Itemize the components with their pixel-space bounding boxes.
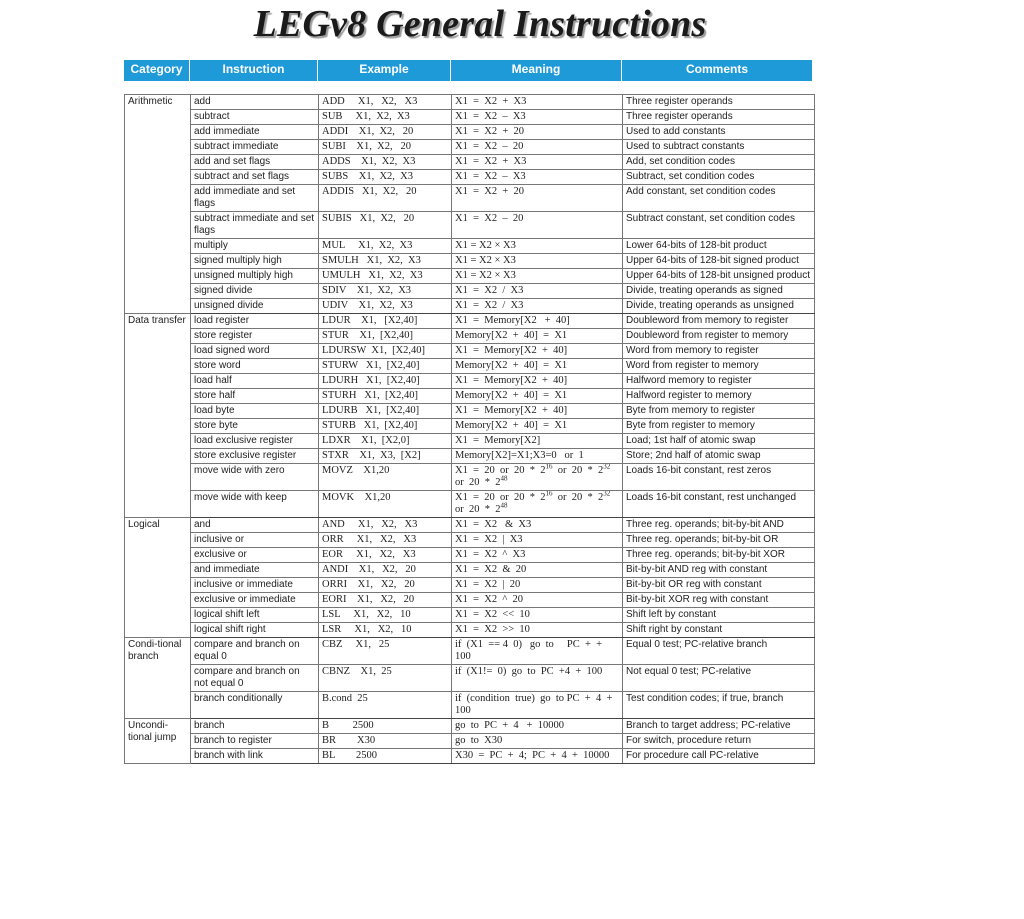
comment-cell: Three reg. operands; bit-by-bit AND: [623, 518, 815, 533]
meaning-cell: Memory[X2 + 40] = X1: [452, 329, 623, 344]
comment-cell: Lower 64-bits of 128-bit product: [623, 239, 815, 254]
table-row: [125, 314, 815, 329]
example-cell: LSL X1, X2, 10: [319, 608, 452, 623]
example-cell: STURW X1, [X2,40]: [319, 359, 452, 374]
comment-cell: Add, set condition codes: [623, 155, 815, 170]
meaning-cell: Memory[X2]=X1;X3=0 or 1: [452, 449, 623, 464]
meaning-cell: X1 = X2 | X3: [452, 533, 623, 548]
example-cell: SMULH X1, X2, X3: [319, 254, 452, 269]
meaning-cell: X1 = X2 + 20: [452, 185, 623, 212]
table-row: [125, 185, 815, 212]
table-row: [125, 491, 815, 518]
meaning-cell: X1 = Memory[X2 + 40]: [452, 314, 623, 329]
table-row: [125, 269, 815, 284]
instruction-table: [124, 94, 815, 764]
instruction-cell: branch: [191, 719, 319, 734]
example-cell: STURB X1, [X2,40]: [319, 419, 452, 434]
instruction-cell: logical shift right: [191, 623, 319, 638]
comment-cell: Byte from memory to register: [623, 404, 815, 419]
table-row: [125, 284, 815, 299]
table-row: [125, 464, 815, 491]
instruction-cell: load register: [191, 314, 319, 329]
table-row: [125, 374, 815, 389]
example-cell: UMULH X1, X2, X3: [319, 269, 452, 284]
instruction-cell: inclusive or: [191, 533, 319, 548]
comment-cell: Divide, treating operands as unsigned: [623, 299, 815, 314]
meaning-cell: Memory[X2 + 40] = X1: [452, 419, 623, 434]
instruction-cell: load half: [191, 374, 319, 389]
example-cell: ADDIS X1, X2, 20: [319, 185, 452, 212]
example-cell: BR X30: [319, 734, 452, 749]
meaning-cell: X1 = Memory[X2]: [452, 434, 623, 449]
table-row: [125, 344, 815, 359]
table-row: [125, 419, 815, 434]
table-row: [125, 254, 815, 269]
example-cell: ADDI X1, X2, 20: [319, 125, 452, 140]
table-row: [125, 449, 815, 464]
instruction-cell: store register: [191, 329, 319, 344]
comment-cell: Bit-by-bit XOR reg with constant: [623, 593, 815, 608]
example-cell: UDIV X1, X2, X3: [319, 299, 452, 314]
example-cell: LDURSW X1, [X2,40]: [319, 344, 452, 359]
example-cell: MOVK X1,20: [319, 491, 452, 518]
table-row: [125, 125, 815, 140]
meaning-cell: X1 = X2 / X3: [452, 299, 623, 314]
table-row: [125, 239, 815, 254]
meaning-cell: X1 = X2 << 10: [452, 608, 623, 623]
instruction-cell: exclusive or: [191, 548, 319, 563]
instruction-cell: subtract immediate and set flags: [191, 212, 319, 239]
table-row: [125, 749, 815, 764]
comment-cell: Shift right by constant: [623, 623, 815, 638]
instruction-cell: branch to register: [191, 734, 319, 749]
instruction-cell: store half: [191, 389, 319, 404]
instruction-cell: move wide with zero: [191, 464, 319, 491]
instruction-cell: subtract and set flags: [191, 170, 319, 185]
comment-cell: Three register operands: [623, 110, 815, 125]
comment-cell: Doubleword from memory to register: [623, 314, 815, 329]
instruction-cell: add: [191, 95, 319, 110]
example-cell: ORR X1, X2, X3: [319, 533, 452, 548]
comment-cell: Halfword memory to register: [623, 374, 815, 389]
meaning-cell: X1 = X2 & X3: [452, 518, 623, 533]
instruction-cell: unsigned multiply high: [191, 269, 319, 284]
table-row: [125, 638, 815, 665]
table-row: [125, 329, 815, 344]
meaning-cell: X1 = Memory[X2 + 40]: [452, 344, 623, 359]
comment-cell: Used to subtract constants: [623, 140, 815, 155]
header-instruction: Instruction: [190, 60, 318, 81]
comment-cell: Bit-by-bit OR reg with constant: [623, 578, 815, 593]
meaning-cell: X1 = Memory[X2 + 40]: [452, 404, 623, 419]
instruction-cell: multiply: [191, 239, 319, 254]
table-row: [125, 734, 815, 749]
meaning-cell: if (X1 == 4 0) go to PC + + 100: [452, 638, 623, 665]
category-cell: Data transfer: [125, 314, 191, 518]
comment-cell: Halfword register to memory: [623, 389, 815, 404]
instruction-cell: load signed word: [191, 344, 319, 359]
table-row: [125, 608, 815, 623]
comment-cell: Doubleword from register to memory: [623, 329, 815, 344]
table-row: [125, 359, 815, 374]
example-cell: MOVZ X1,20: [319, 464, 452, 491]
table-row: [125, 692, 815, 719]
comment-cell: Word from register to memory: [623, 359, 815, 374]
table-row: [125, 548, 815, 563]
example-cell: EORI X1, X2, 20: [319, 593, 452, 608]
meaning-cell: X1 = X2 + X3: [452, 95, 623, 110]
example-cell: LDURH X1, [X2,40]: [319, 374, 452, 389]
table-row: [125, 518, 815, 533]
meaning-cell: X1 = X2 – X3: [452, 170, 623, 185]
meaning-cell: X1 = X2 >> 10: [452, 623, 623, 638]
table-row: [125, 593, 815, 608]
meaning-cell: X1 = X2 – X3: [452, 110, 623, 125]
table-row: [125, 170, 815, 185]
comment-cell: Loads 16-bit constant, rest unchanged: [623, 491, 815, 518]
instruction-cell: store word: [191, 359, 319, 374]
example-cell: BL 2500: [319, 749, 452, 764]
example-cell: STUR X1, [X2,40]: [319, 329, 452, 344]
meaning-cell: X1 = X2 + X3: [452, 155, 623, 170]
meaning-cell: if (condition true) go to PC + 4 + 100: [452, 692, 623, 719]
example-cell: SUBS X1, X2, X3: [319, 170, 452, 185]
header-category: Category: [124, 60, 190, 81]
comment-cell: Shift left by constant: [623, 608, 815, 623]
meaning-cell: go to X30: [452, 734, 623, 749]
example-cell: ADDS X1, X2, X3: [319, 155, 452, 170]
comment-cell: Bit-by-bit AND reg with constant: [623, 563, 815, 578]
meaning-cell: Memory[X2 + 40] = X1: [452, 359, 623, 374]
comment-cell: Subtract constant, set condition codes: [623, 212, 815, 239]
table-row: [125, 434, 815, 449]
example-cell: STXR X1, X3, [X2]: [319, 449, 452, 464]
example-cell: ORRI X1, X2, 20: [319, 578, 452, 593]
table-row: [125, 110, 815, 125]
instruction-cell: branch with link: [191, 749, 319, 764]
meaning-cell: X1 = X2 ^ X3: [452, 548, 623, 563]
example-cell: CBZ X1, 25: [319, 638, 452, 665]
meaning-cell: X1 = 20 or $20 * 2^{16}$ or $20 * 2^{32}$ or $20 * 2^{48}$: [452, 464, 623, 491]
category-cell: Arithmetic: [125, 95, 191, 314]
category-cell: Uncondi-tional jump: [125, 719, 191, 764]
instruction-cell: compare and branch on not equal 0: [191, 665, 319, 692]
meaning-cell: X1 = X2 / X3: [452, 284, 623, 299]
instruction-cell: unsigned divide: [191, 299, 319, 314]
example-cell: EOR X1, X2, X3: [319, 548, 452, 563]
comment-cell: Byte from register to memory: [623, 419, 815, 434]
instruction-cell: branch conditionally: [191, 692, 319, 719]
comment-cell: For switch, procedure return: [623, 734, 815, 749]
page-title: LEGv8 General Instructions: [253, 3, 707, 45]
comment-cell: Used to add constants: [623, 125, 815, 140]
meaning-cell: go to PC + 4 + 10000: [452, 719, 623, 734]
table-row: [125, 95, 815, 110]
instruction-cell: and immediate: [191, 563, 319, 578]
comment-cell: Store; 2nd half of atomic swap: [623, 449, 815, 464]
comment-cell: Loads 16-bit constant, rest zeros: [623, 464, 815, 491]
table-row: [125, 719, 815, 734]
example-cell: AND X1, X2, X3: [319, 518, 452, 533]
example-cell: SUBI X1, X2, 20: [319, 140, 452, 155]
example-cell: LDURB X1, [X2,40]: [319, 404, 452, 419]
category-cell: Logical: [125, 518, 191, 638]
comment-cell: Load; 1st half of atomic swap: [623, 434, 815, 449]
table-row: [125, 563, 815, 578]
comment-cell: Branch to target address; PC-relative: [623, 719, 815, 734]
table-row: [125, 578, 815, 593]
meaning-cell: X1 = X2 | 20: [452, 578, 623, 593]
meaning-cell: X30 = PC + 4; PC + 4 + 10000: [452, 749, 623, 764]
category-cell: Condi-tional branch: [125, 638, 191, 719]
meaning-cell: if (X1!= 0) go to PC +4 + 100: [452, 665, 623, 692]
example-cell: B 2500: [319, 719, 452, 734]
meaning-cell: X1 = Memory[X2 + 40]: [452, 374, 623, 389]
instruction-cell: subtract immediate: [191, 140, 319, 155]
table-row: [125, 623, 815, 638]
instruction-cell: add immediate: [191, 125, 319, 140]
table-row: [125, 299, 815, 314]
instruction-cell: load byte: [191, 404, 319, 419]
example-cell: CBNZ X1, 25: [319, 665, 452, 692]
example-cell: ADD X1, X2, X3: [319, 95, 452, 110]
table-row: [125, 140, 815, 155]
header-comments: Comments: [685, 62, 748, 76]
example-cell: STURH X1, [X2,40]: [319, 389, 452, 404]
meaning-cell: X1 = X2 + 20: [452, 125, 623, 140]
instruction-cell: inclusive or immediate: [191, 578, 319, 593]
table-row: [125, 212, 815, 239]
example-cell: LSR X1, X2, 10: [319, 623, 452, 638]
example-cell: B.cond 25: [319, 692, 452, 719]
instruction-cell: compare and branch on equal 0: [191, 638, 319, 665]
table-row: [125, 533, 815, 548]
example-cell: MUL X1, X2, X3: [319, 239, 452, 254]
instruction-cell: move wide with keep: [191, 491, 319, 518]
comment-cell: Three reg. operands; bit-by-bit XOR: [623, 548, 815, 563]
instruction-cell: logical shift left: [191, 608, 319, 623]
table-row: [125, 665, 815, 692]
table-row: [125, 404, 815, 419]
instruction-cell: exclusive or immediate: [191, 593, 319, 608]
comment-cell: Equal 0 test; PC-relative branch: [623, 638, 815, 665]
instruction-cell: store byte: [191, 419, 319, 434]
comment-cell: Subtract, set condition codes: [623, 170, 815, 185]
comment-cell: Divide, treating operands as signed: [623, 284, 815, 299]
instruction-cell: store exclusive register: [191, 449, 319, 464]
comment-cell: Not equal 0 test; PC-relative: [623, 665, 815, 692]
comment-cell: Three reg. operands; bit-by-bit OR: [623, 533, 815, 548]
meaning-cell: X1 = X2 ^ 20: [452, 593, 623, 608]
comment-cell: Upper 64-bits of 128-bit signed product: [623, 254, 815, 269]
example-cell: SDIV X1, X2, X3: [319, 284, 452, 299]
example-cell: SUBIS X1, X2, 20: [319, 212, 452, 239]
example-cell: LDXR X1, [X2,0]: [319, 434, 452, 449]
meaning-cell: X1 = X2 – 20: [452, 212, 623, 239]
instruction-cell: add and set flags: [191, 155, 319, 170]
example-cell: SUB X1, X2, X3: [319, 110, 452, 125]
table-header: [124, 60, 812, 81]
example-cell: ANDI X1, X2, 20: [319, 563, 452, 578]
comment-cell: Add constant, set condition codes: [623, 185, 815, 212]
meaning-cell: X1 = X2 × X3: [452, 269, 623, 284]
meaning-cell: Memory[X2 + 40] = X1: [452, 389, 623, 404]
instruction-cell: load exclusive register: [191, 434, 319, 449]
example-cell: LDUR X1, [X2,40]: [319, 314, 452, 329]
table-row: [125, 155, 815, 170]
meaning-cell: X1 = X2 × X3: [452, 239, 623, 254]
meaning-cell: X1 = 20 or $20 * 2^{16}$ or $20 * 2^{32}$ or $20 * 2^{48}$: [452, 491, 623, 518]
meaning-cell: X1 = X2 × X3: [452, 254, 623, 269]
instruction-cell: add immediate and set flags: [191, 185, 319, 212]
instruction-cell: and: [191, 518, 319, 533]
comment-cell: Word from memory to register: [623, 344, 815, 359]
meaning-cell: X1 = X2 & 20: [452, 563, 623, 578]
instruction-cell: subtract: [191, 110, 319, 125]
table-row: [125, 389, 815, 404]
meaning-cell: X1 = X2 – 20: [452, 140, 623, 155]
instruction-cell: signed divide: [191, 284, 319, 299]
header-example: Example: [318, 60, 451, 81]
comment-cell: For procedure call PC-relative: [623, 749, 815, 764]
header-meaning: Meaning: [451, 60, 622, 81]
instruction-cell: signed multiply high: [191, 254, 319, 269]
comment-cell: Upper 64-bits of 128-bit unsigned product: [623, 269, 815, 284]
comment-cell: Test condition codes; if true, branch: [623, 692, 815, 719]
comment-cell: Three register operands: [623, 95, 815, 110]
